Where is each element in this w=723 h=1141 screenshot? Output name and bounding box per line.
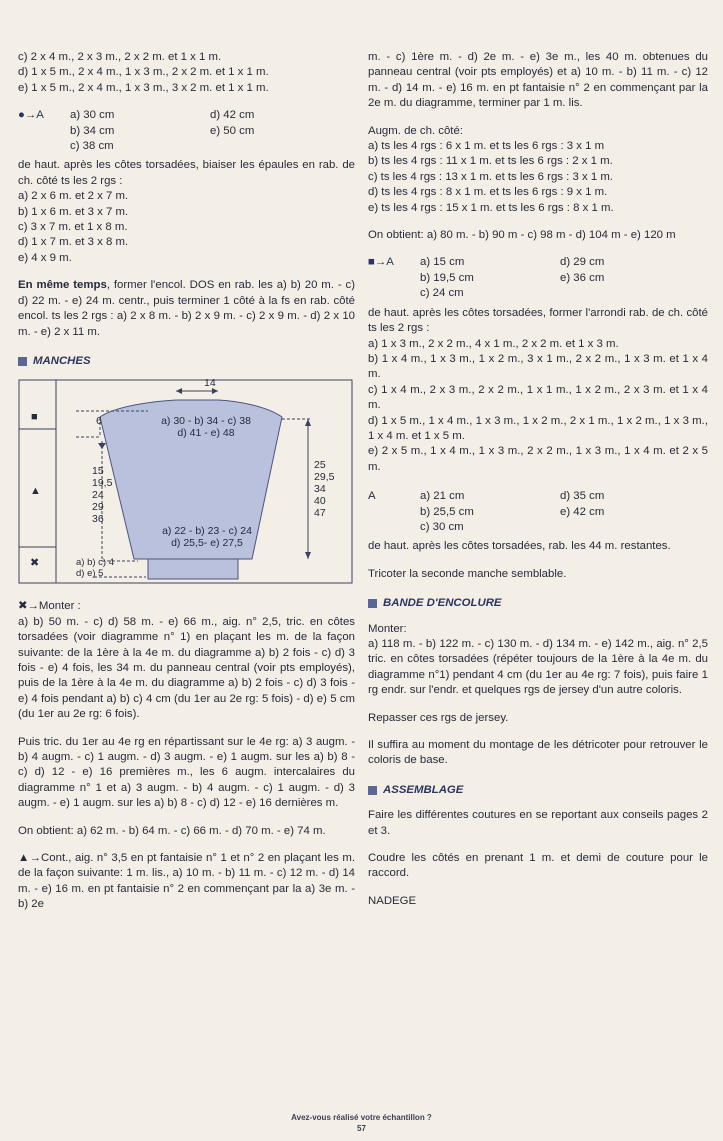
size-b: b) 19,5 cm: [420, 271, 474, 284]
arrow-head-icon: [305, 419, 311, 426]
section-title: MANCHES: [33, 354, 91, 367]
monter-text: a) b) 50 m. - c) d) 58 m. - e) 66 m., aig. n° 2,5, tric. en côtes torsadées (voir diagramme n° 1) en plaçant les m. de la façon suivante: de la 1ère à la 4e m. du diagramme a) b) 2 fois - c) d) 3 fois - e) 4 fois, les 34 m. du panneau central (voir pts employés), puis de la 1ère à la 4e m. du diagramme a) b) 2 fois - c) d) 3 fois - e) 4 fois pendant a) b) c) 4 cm (du 1er au 2e rg: 5 fois) - d) e) 5 cm (du 1er au 2e rg: 6 fois).: [18, 615, 355, 721]
suffira-text: Il suffira au moment du montage de les détricoter pour retrouver le coloris de base.: [368, 739, 708, 767]
cross-marker-icon: ✖: [30, 557, 40, 570]
sleeve-diagram: [18, 379, 354, 585]
diagram-right-numbers: 25 29,5 34 40 47: [314, 459, 335, 520]
diagram-top-label-1: a) 30 - b) 34 - c) 38: [161, 415, 251, 428]
size-d: d) 35 cm: [560, 490, 605, 503]
sizes-table-sleeve: [368, 255, 708, 301]
left-column: [18, 50, 355, 925]
diagram-left-numbers: 15 19,5 24 29 36: [92, 465, 113, 526]
size-c: c) 30 cm: [420, 520, 464, 533]
repasser-text: Repasser ces rgs de jersey.: [368, 711, 509, 724]
size-a: a) 30 cm: [70, 109, 115, 122]
arrondi-line: d) 1 x 5 m., 1 x 4 m., 1 x 3 m., 1 x 2 m., 2 x 1 m., 1 x 2 m., 1 x 3 m., 1 x 4 m. et 1 x 5 m.: [368, 414, 708, 442]
obtient-text: On obtient: a) 62 m. - b) 64 m. - c) 66 m. - d) 70 m. - e) 74 m.: [18, 824, 326, 837]
size-c: c) 38 cm: [70, 140, 114, 153]
coudre-text: Coudre les côtés en prenant 1 m. et demi de couture pour le raccord.: [368, 852, 708, 880]
intro-line: d) 1 x 5 m., 2 x 4 m., 1 x 3 m., 2 x 2 m. et 1 x 1 m.: [18, 66, 269, 79]
size-b: b) 34 cm: [70, 124, 115, 137]
section-heading-manches: [18, 354, 355, 369]
size-e: e) 50 cm: [210, 124, 255, 137]
puis-text: Puis tric. du 1er au 4e rg en répartissant sur le 4e rg: a) 3 augm. - b) 4 augm. - c) 1 augm. - d) 3 augm. - e) 1 augm. sur les a) b) 8 - c) d) 12 - e) 16 premières m., les 6 augm. intercalaires du diagramme n° 1 et a) 3 augm. - b) 4 augm. - c) 1 augm. - d) 3 augm. - e) 1 augm. sur les a) b) 8 - c) d) 12 - e) 16 dernières m.: [18, 735, 355, 810]
page-number: 57: [357, 1124, 366, 1133]
monter2-head: Monter:: [368, 622, 407, 635]
diagram-top-width: 14: [204, 377, 216, 390]
right-column: [368, 50, 708, 921]
obtient2-text: On obtient: a) 80 m. - b) 90 m - c) 98 m - d) 104 m - e) 120 m: [368, 229, 676, 242]
marker-square-a: ■→A: [368, 256, 394, 269]
arrondi-line: b) 1 x 4 m., 1 x 3 m., 1 x 2 m., 3 x 1 m., 2 x 2 m., 1 x 3 m. et 1 x 4 m.: [368, 352, 708, 381]
sleeve-diagram-svg: [18, 379, 354, 585]
diagram-cuff-label-1: a) b) c) 4: [76, 557, 115, 569]
section-title: BANDE D'ENCOLURE: [383, 597, 502, 610]
sizes-table-sleeve-2: [368, 489, 708, 535]
diagram-top-label-2: d) 41 - e) 48: [177, 427, 235, 440]
size-e: e) 42 cm: [560, 505, 605, 518]
meme-temps-bold: En même temps: [18, 279, 107, 292]
size-c: c) 24 cm: [420, 287, 464, 300]
diagram-top-left-num: 6: [96, 415, 102, 428]
intro-line: e) 1 x 5 m., 2 x 4 m., 1 x 3 m., 3 x 2 m. et 1 x 1 m.: [18, 81, 269, 94]
augm-line: b) ts les 4 rgs : 11 x 1 m. et ts les 6 rgs : 2 x 1 m.: [368, 155, 613, 168]
faire-text: Faire les différentes coutures en se reportant aux conseils pages 2 et 3.: [368, 809, 708, 837]
arrow-head-icon: [176, 388, 182, 394]
augm-line: e) ts les 4 rgs : 15 x 1 m. et ts les 6 rgs : 8 x 1 m.: [368, 201, 614, 214]
section-square-icon: [368, 599, 377, 608]
meme-temps-paragraph: [18, 278, 355, 340]
cont-text: ▲→Cont., aig. n° 3,5 en pt fantaisie n° 1 et n° 2 en plaçant les m. de la façon suivante: 1 m. lis., a) 10 m. - b) 11 m. - c) 12 m. - d) 14 m. - e) 16 m. en pt fantaisie n° 2 en commençant par la a) 3e m. - b) 2e: [18, 852, 355, 911]
section-heading-assemblage: [368, 783, 708, 798]
shoulder-line: a) 2 x 6 m. et 2 x 7 m.: [18, 190, 129, 203]
size-a: a) 15 cm: [420, 256, 465, 269]
monter2-text: a) 118 m. - b) 122 m. - c) 130 m. - d) 134 m. - e) 142 m., aig. n° 2,5 tric. en côtes torsadées (répéter toujours de la 1ère à la 4e m. du diagramme n°1) pendant 4 cm (du 1er au 4e rg: 7 fois), puis faire 1 rg endr. sur l'endr. et quelques rgs de jersey d'un autre coloris.: [368, 638, 708, 697]
arrow-head-icon: [98, 443, 106, 449]
section-square-icon: [368, 786, 377, 795]
signature: NADEGE: [368, 894, 417, 907]
arrondi-text: de haut. après les côtes torsadées, former l'arrondi rab. de ch. côté ts les 2 rgs :: [368, 306, 708, 335]
size-b: b) 25,5 cm: [420, 505, 474, 518]
shoulder-line: e) 4 x 9 m.: [18, 251, 72, 264]
shoulder-line: c) 3 x 7 m. et 1 x 8 m.: [18, 221, 128, 234]
footer-question: Avez-vous réalisé votre échantillon ?: [291, 1113, 432, 1122]
shoulder-line: d) 1 x 7 m. et 3 x 8 m.: [18, 236, 129, 249]
diagram-bottom-label-1: a) 22 - b) 23 - c) 24: [162, 525, 252, 538]
marker-a: A: [368, 490, 376, 503]
section-title: ASSEMBLAGE: [383, 783, 464, 796]
augm-line: c) ts les 4 rgs : 13 x 1 m. et ts les 6 rgs : 3 x 1 m.: [368, 170, 613, 183]
intro-line: c) 2 x 4 m., 2 x 3 m., 2 x 2 m. et 1 x 1 m.: [18, 51, 222, 63]
arrow-head-icon: [305, 552, 311, 559]
shoulder-line: b) 1 x 6 m. et 3 x 7 m.: [18, 205, 129, 218]
triangle-marker-icon: ▲: [30, 485, 41, 498]
meme-temps-text: , former l'encol. DOS en rab. les a) b) 20 m. - c) d) 22 m. - e) 24 m. centr., puis terminer 1 côté à la fs en rab. côté encol. ts les 2 rgs :: [18, 279, 355, 323]
section-heading-bande: [368, 596, 708, 611]
augm-head: Augm. de ch. côté:: [368, 124, 463, 137]
monter-head: ✖→Monter :: [18, 600, 81, 613]
size-d: d) 29 cm: [560, 256, 605, 269]
cont2-text: m. - c) 1ère m. - d) 2e m. - e) 3e m., les 40 m. obtenues du panneau central (voir pts employés) et a) 10 m. - b) 11 m. - c) 12 m. - d) 14 m. - e) 16 m. en pt fantaisie n° 2 en commençant par la 2e m. du diagramme, terminer par 1 m. lis.: [368, 51, 708, 110]
augm-line: d) ts les 4 rgs : 8 x 1 m. et ts les 6 rgs : 9 x 1 m.: [368, 186, 608, 199]
meme-temps-end: a) 2 x 8 m. - b) 2 x 9 m. - c) 2 x 9 m. - d) 2 x 10 m. - e) 2 x 11 m.: [18, 310, 355, 338]
diagram-cuff-label-2: d) e) 5: [76, 568, 104, 580]
restantes-text: de haut. après les côtes torsadées, rab. les 44 m. restantes.: [368, 540, 671, 553]
square-marker-icon: ■: [31, 411, 38, 424]
cuff-shape: [148, 559, 238, 579]
marker-circle-a: ●→A: [18, 109, 44, 122]
size-e: e) 36 cm: [560, 271, 605, 284]
arrondi-line: e) 2 x 5 m., 1 x 4 m., 1 x 3 m., 2 x 2 m., 1 x 3 m., 1 x 4 m. et 2 x 5 m.: [368, 445, 708, 473]
shoulder-text: de haut. après les côtes torsadées, biaiser les épaules en rab. de ch. côté ts les 2 rgs :: [18, 159, 355, 187]
arrondi-line: a) 1 x 3 m., 2 x 2 m., 4 x 1 m., 2 x 2 m. et 1 x 3 m.: [368, 337, 619, 350]
arrondi-line: c) 1 x 4 m., 2 x 3 m., 2 x 2 m., 1 x 1 m., 1 x 2 m., 2 x 3 m. et 1 x 4 m.: [368, 383, 708, 412]
section-square-icon: [18, 357, 27, 366]
size-d: d) 42 cm: [210, 109, 255, 122]
seconde-text: Tricoter la seconde manche semblable.: [368, 567, 567, 580]
size-a: a) 21 cm: [420, 490, 465, 503]
augm-line: a) ts les 4 rgs : 6 x 1 m. et ts les 6 rgs : 3 x 1 m: [368, 140, 605, 153]
sizes-table-back: [18, 108, 355, 154]
diagram-bottom-label-2: d) 25,5- e) 27,5: [171, 537, 243, 550]
